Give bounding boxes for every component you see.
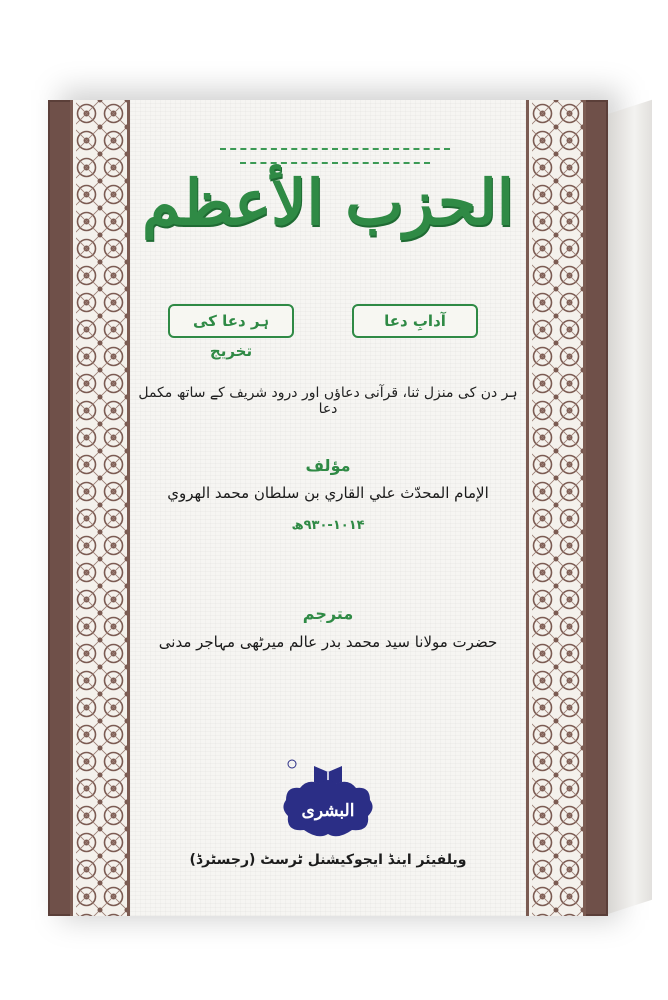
author-dates: ۹۳۰-۱۰۱۴ھ	[291, 518, 365, 533]
title-ornament-top-2	[240, 162, 430, 174]
publisher-name: ویلفیئر اینڈ ایجوکیشنل ٹرسٹ (رجسٹرڈ)	[189, 852, 467, 868]
translator-name: حضرت مولانا سید محمد بدر عالم میرٹھی مہاجر مدنی	[158, 633, 498, 651]
logo-text: البشرى	[301, 801, 355, 821]
registered-mark	[288, 760, 296, 768]
translator-label: مترجم	[302, 604, 354, 623]
author-label: مؤلف	[305, 456, 351, 475]
cover-inner-panel	[130, 100, 526, 916]
cover-frame	[48, 100, 608, 916]
book-cover	[48, 100, 608, 916]
title-ornament-top	[220, 148, 450, 160]
publisher-logo	[278, 752, 378, 842]
page-edge	[608, 100, 652, 914]
cover-subtitle: ہر دن کی منزل ثنا، قرآنی دعاؤں اور درود شریف کے ساتھ مکمل دعا	[138, 385, 518, 417]
pill-har-dua-ki-takhreej: ہر دعا کی تخریج	[168, 304, 294, 338]
book-title: الحزب الأعظم	[142, 166, 514, 239]
left-ornamental-border	[70, 100, 130, 916]
title-block	[130, 128, 526, 278]
author-name: الإمام المحدّث علي القاري بن سلطان محمد الهروي	[167, 484, 489, 502]
pill-adab-e-dua: آدابِ دعا	[352, 304, 478, 338]
right-ornamental-border	[526, 100, 586, 916]
